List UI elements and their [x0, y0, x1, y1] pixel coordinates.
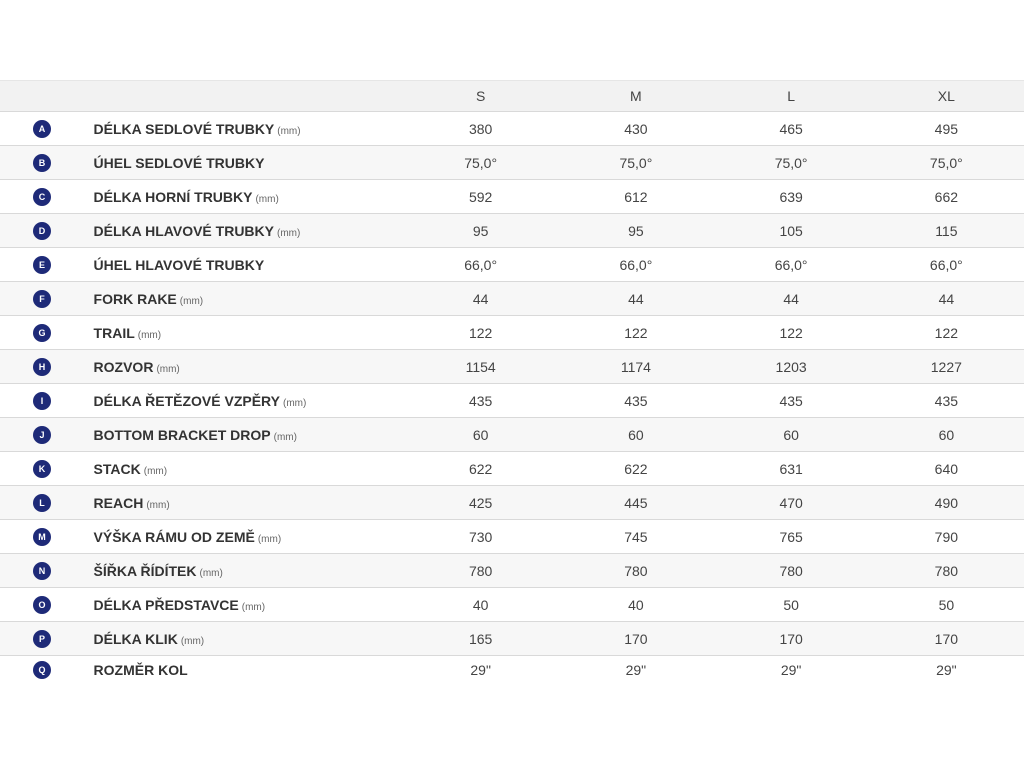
badge-cell — [0, 392, 94, 410]
value-cell-xl: 790 — [934, 528, 959, 545]
value-cell-s: 60 — [472, 426, 489, 443]
row-letter-badge: O — [33, 596, 51, 614]
value-cell-m: 170 — [624, 630, 648, 647]
value-cell-l: 465 — [779, 120, 803, 137]
value-cell-s: 780 — [468, 562, 493, 579]
table-row — [0, 349, 1024, 383]
size-header-xl: XL — [937, 88, 955, 104]
measurement-label: DÉLKA SEDLOVÉ TRUBKY — [93, 120, 275, 137]
size-header-l: L — [787, 88, 796, 104]
value-cell-m: 612 — [624, 188, 648, 205]
value-cell-l: 765 — [779, 528, 803, 545]
value-cell-s: 95 — [472, 222, 489, 239]
value-cell-xl: 75,0° — [929, 154, 963, 171]
measurement-label-cell — [94, 427, 403, 443]
measurement-unit: (mm) — [282, 397, 307, 409]
value-cell-xl: 115 — [935, 222, 958, 239]
value-cell-m: 40 — [628, 596, 644, 613]
measurement-label-cell — [94, 495, 403, 511]
badge-cell — [0, 222, 94, 240]
value-cell-m: 95 — [628, 222, 644, 239]
value-cell-m: 1174 — [620, 358, 651, 375]
measurement-label: DÉLKA KLIK — [93, 630, 178, 647]
table-row — [0, 519, 1024, 553]
value-cell-xl: 640 — [934, 460, 959, 477]
measurement-unit: (mm) — [137, 329, 162, 341]
value-cell-xl: 435 — [934, 392, 959, 409]
badge-cell — [0, 426, 94, 444]
measurement-label: ROZMĚR KOL — [93, 662, 188, 678]
value-cell-l: 435 — [779, 392, 803, 409]
value-cell-xl: 170 — [934, 630, 959, 647]
value-cell-l: 60 — [783, 426, 799, 443]
value-cell-m: 122 — [624, 324, 648, 341]
row-letter-badge: D — [33, 222, 51, 240]
measurement-label: REACH — [93, 494, 144, 511]
badge-cell — [0, 358, 94, 376]
measurement-label-cell — [94, 155, 403, 171]
value-cell-s: 75,0° — [464, 154, 498, 171]
value-cell-xl: 1227 — [930, 358, 962, 375]
value-cell-xl: 490 — [934, 494, 959, 511]
value-cell-s: 730 — [468, 528, 493, 545]
size-header-m: M — [630, 88, 642, 104]
row-letter-badge: A — [33, 120, 51, 138]
value-cell-l: 170 — [779, 630, 803, 647]
value-cell-l: 75,0° — [774, 154, 808, 171]
measurement-label: STACK — [93, 460, 141, 477]
measurement-unit: (mm) — [273, 431, 297, 443]
table-row — [0, 451, 1024, 485]
measurement-label: ÚHEL HLAVOVÉ TRUBKY — [93, 256, 265, 273]
value-cell-s: 592 — [468, 188, 493, 205]
value-cell-xl: 495 — [934, 120, 959, 137]
badge-cell — [0, 460, 94, 478]
table-row — [0, 213, 1024, 247]
table-row — [0, 621, 1024, 655]
measurement-label-cell — [94, 662, 403, 678]
measurement-unit: (mm) — [277, 227, 301, 239]
measurement-label-cell — [94, 189, 403, 205]
measurement-label-cell — [94, 291, 403, 307]
table-row — [0, 281, 1024, 315]
measurement-unit: (mm) — [199, 567, 223, 579]
measurement-label-cell — [94, 325, 403, 341]
table-row — [0, 553, 1024, 587]
measurement-label: ŠÍŘKA ŘÍDÍTEK — [93, 562, 197, 579]
value-cell-xl: 60 — [938, 426, 955, 443]
value-cell-xl: 122 — [934, 324, 959, 341]
measurement-label: ÚHEL SEDLOVÉ TRUBKY — [93, 154, 265, 171]
measurement-label-cell — [94, 563, 403, 579]
measurement-label: ROZVOR — [93, 358, 154, 375]
value-cell-l: 29" — [780, 662, 802, 678]
row-letter-badge: E — [33, 256, 51, 274]
table-row — [0, 111, 1024, 145]
measurement-label-cell — [94, 461, 403, 477]
measurement-unit: (mm) — [146, 499, 170, 511]
measurement-label-cell — [94, 223, 403, 239]
measurement-unit: (mm) — [156, 363, 180, 375]
value-cell-s: 29" — [470, 662, 491, 678]
value-cell-s: 66,0° — [464, 256, 498, 273]
measurement-label: TRAIL — [93, 324, 135, 341]
value-cell-s: 44 — [472, 290, 489, 307]
value-cell-l: 639 — [779, 188, 803, 205]
table-row — [0, 145, 1024, 179]
value-cell-s: 165 — [468, 630, 493, 647]
badge-cell — [0, 154, 94, 172]
table-row — [0, 383, 1024, 417]
value-cell-xl: 66,0° — [929, 256, 963, 273]
measurement-label-cell — [94, 257, 403, 273]
row-letter-badge: I — [33, 392, 51, 410]
row-letter-badge: H — [33, 358, 51, 376]
value-cell-s: 380 — [468, 120, 493, 137]
badge-cell — [0, 528, 94, 546]
row-letter-badge: P — [33, 630, 51, 648]
table-row — [0, 315, 1024, 349]
value-cell-m: 435 — [624, 392, 648, 409]
value-cell-xl: 29" — [936, 662, 957, 678]
value-cell-l: 1203 — [775, 358, 807, 375]
value-cell-l: 50 — [783, 596, 799, 613]
badge-cell — [0, 630, 94, 648]
value-cell-m: 66,0° — [619, 256, 653, 273]
value-cell-m: 60 — [628, 426, 644, 443]
measurement-label: DÉLKA ŘETĚZOVÉ VZPĚRY — [93, 392, 280, 409]
measurement-label: DÉLKA HLAVOVÉ TRUBKY — [93, 222, 274, 239]
value-cell-l: 44 — [783, 290, 799, 307]
value-cell-l: 780 — [779, 562, 803, 579]
measurement-label: BOTTOM BRACKET DROP — [93, 426, 271, 443]
value-cell-s: 1154 — [465, 358, 496, 375]
badge-cell — [0, 562, 94, 580]
value-cell-xl: 780 — [934, 562, 959, 579]
row-letter-badge: B — [33, 154, 51, 172]
measurement-unit: (mm) — [257, 533, 282, 545]
measurement-unit: (mm) — [179, 295, 204, 307]
value-cell-l: 122 — [779, 324, 803, 341]
value-cell-m: 445 — [624, 494, 648, 511]
value-cell-l: 66,0° — [774, 256, 808, 273]
measurement-label: FORK RAKE — [93, 290, 177, 307]
value-cell-xl: 50 — [938, 596, 955, 613]
size-header-s: S — [475, 88, 486, 104]
table-row — [0, 655, 1024, 684]
value-cell-m: 430 — [624, 120, 648, 137]
table-row — [0, 247, 1024, 281]
geometry-rows — [0, 111, 1024, 684]
table-row — [0, 587, 1024, 621]
row-letter-badge: L — [33, 494, 51, 512]
measurement-unit: (mm) — [180, 635, 205, 647]
table-row — [0, 179, 1024, 213]
badge-cell — [0, 661, 94, 679]
badge-cell — [0, 290, 94, 308]
value-cell-m: 75,0° — [619, 154, 653, 171]
row-letter-badge: F — [33, 290, 51, 308]
badge-cell — [0, 120, 94, 138]
value-cell-s: 40 — [472, 596, 489, 613]
row-letter-badge: C — [33, 188, 51, 206]
value-cell-xl: 44 — [938, 290, 955, 307]
value-cell-s: 425 — [468, 494, 493, 511]
size-header-row — [0, 80, 1024, 111]
table-row — [0, 485, 1024, 519]
measurement-unit: (mm) — [277, 125, 301, 137]
measurement-label-cell — [94, 529, 403, 545]
row-letter-badge: Q — [33, 661, 51, 679]
measurement-label-cell — [94, 597, 403, 613]
badge-cell — [0, 324, 94, 342]
value-cell-s: 435 — [468, 392, 493, 409]
row-letter-badge: N — [33, 562, 51, 580]
measurement-unit: (mm) — [241, 601, 266, 613]
value-cell-m: 29" — [625, 662, 647, 678]
measurement-label: VÝŠKA RÁMU OD ZEMĚ — [93, 528, 255, 545]
value-cell-l: 105 — [779, 222, 803, 239]
measurement-label-cell — [94, 121, 403, 137]
row-letter-badge: G — [33, 324, 51, 342]
value-cell-m: 745 — [624, 528, 648, 545]
measurement-label-cell — [94, 631, 403, 647]
value-cell-m: 780 — [624, 562, 648, 579]
value-cell-xl: 662 — [934, 188, 959, 205]
value-cell-m: 44 — [628, 290, 644, 307]
measurement-label: DÉLKA HORNÍ TRUBKY — [93, 188, 253, 205]
measurement-label-cell — [94, 359, 403, 375]
row-letter-badge: J — [33, 426, 51, 444]
geometry-table — [0, 80, 1024, 684]
value-cell-l: 470 — [779, 494, 803, 511]
measurement-label-cell — [94, 393, 403, 409]
value-cell-s: 122 — [468, 324, 493, 341]
value-cell-s: 622 — [468, 460, 493, 477]
row-letter-badge: K — [33, 460, 51, 478]
measurement-unit: (mm) — [255, 193, 279, 205]
measurement-label: DÉLKA PŘEDSTAVCE — [93, 596, 239, 613]
row-letter-badge: M — [33, 528, 51, 546]
badge-cell — [0, 256, 94, 274]
badge-cell — [0, 596, 94, 614]
value-cell-l: 631 — [779, 460, 803, 477]
table-row — [0, 417, 1024, 451]
value-cell-m: 622 — [624, 460, 648, 477]
badge-cell — [0, 494, 94, 512]
badge-cell — [0, 188, 94, 206]
measurement-unit: (mm) — [143, 465, 168, 477]
